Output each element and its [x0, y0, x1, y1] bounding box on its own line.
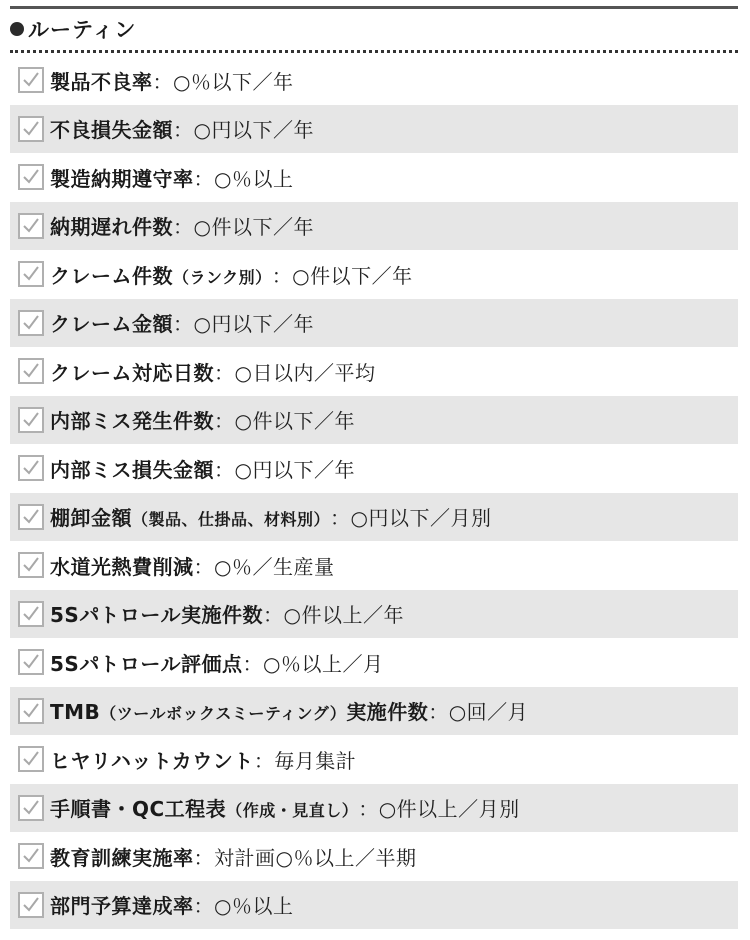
checklist-item [10, 735, 738, 784]
checkbox-check-icon[interactable] [18, 795, 44, 821]
item-target-value: ：○円以下／年 [214, 457, 355, 482]
checklist-item [10, 881, 738, 930]
item-label [50, 66, 153, 95]
item-target-value: ：○日以内／平均 [214, 360, 376, 385]
item-label [50, 357, 214, 386]
item-label-main: クレーム金額 [50, 312, 173, 337]
item-label [50, 793, 358, 822]
item-label [50, 551, 194, 580]
checklist-item [10, 153, 738, 202]
checklist-item [10, 347, 738, 396]
item-label-main: 手順書・QC工程表 [50, 797, 227, 822]
bullet-icon [10, 22, 24, 36]
item-target-value: ：○件以上／月別 [358, 797, 520, 822]
item-target-value: ：○％以上 [193, 894, 294, 919]
item-target-value: ：○円以下／月別 [330, 506, 492, 531]
item-target-value: ：○件以下／年 [173, 215, 314, 240]
item-label-main: 内部ミス発生件数 [50, 409, 214, 434]
checklist-item [10, 444, 738, 493]
checkbox-check-icon[interactable] [18, 698, 44, 724]
item-label [50, 454, 214, 483]
item-label-suffix: 実施件数 [346, 700, 429, 725]
checkbox-check-icon[interactable] [18, 601, 44, 627]
item-label-main: ヒヤリハットカウント [50, 748, 254, 773]
item-target-value: ：○％／生産量 [193, 554, 335, 579]
checkbox-check-icon[interactable] [18, 552, 44, 578]
checkbox-check-icon[interactable] [18, 843, 44, 869]
item-label-main: TMB [50, 700, 101, 725]
item-label-main: クレーム件数 [50, 263, 173, 288]
section-header [10, 14, 738, 44]
item-label-note: （作成・見直し） [226, 801, 359, 821]
checkbox-check-icon[interactable] [18, 358, 44, 384]
item-label-note: （製品、仕掛品、材料別） [132, 510, 331, 530]
item-target-value: ：○件以下／年 [271, 263, 413, 288]
checkbox-check-icon[interactable] [18, 67, 44, 93]
item-label-main: 納期遅れ件数 [50, 215, 173, 240]
section-title: ルーティン [28, 18, 137, 42]
item-target-value: ：○％以上／月 [242, 651, 384, 676]
checklist-item [10, 493, 738, 542]
checkbox-check-icon[interactable] [18, 310, 44, 336]
checklist-item [10, 396, 738, 445]
checklist-item [10, 202, 738, 251]
item-target-value: ：対計画○％以上／半期 [193, 845, 417, 870]
item-label [50, 211, 173, 240]
checklist-item [10, 56, 738, 105]
checklist-item [10, 541, 738, 590]
item-label-main: 棚卸金額 [50, 506, 132, 531]
item-label-note: （ランク別） [173, 267, 272, 287]
checkbox-check-icon[interactable] [18, 261, 44, 287]
checklist-item [10, 638, 738, 687]
item-label [50, 648, 243, 677]
checklist-item [10, 687, 738, 736]
item-label-main: 教育訓練実施率 [50, 845, 194, 870]
checkbox-check-icon[interactable] [18, 213, 44, 239]
item-label-main: 部門予算達成率 [50, 894, 194, 919]
checklist-item [10, 250, 738, 299]
checklist [10, 56, 738, 929]
item-label-main: クレーム対応日数 [50, 360, 214, 385]
item-label [50, 745, 254, 774]
item-label [50, 890, 194, 919]
checkbox-check-icon[interactable] [18, 455, 44, 481]
checkbox-check-icon[interactable] [18, 164, 44, 190]
item-label [50, 696, 428, 725]
item-target-value: ：○％以上 [193, 166, 294, 191]
item-label-main: 5Sパトロール実施件数 [50, 603, 264, 628]
item-target-value: ：○件以上／年 [263, 603, 404, 628]
checkbox-check-icon[interactable] [18, 407, 44, 433]
top-rule [10, 6, 738, 9]
item-target-value: ：○％以下／年 [152, 69, 294, 94]
item-label [50, 599, 263, 628]
item-label-main: 内部ミス損失金額 [50, 457, 214, 482]
dotted-divider [10, 50, 738, 53]
item-target-value: ：○円以下／年 [173, 312, 314, 337]
item-label-main: 製品不良率 [50, 69, 153, 94]
item-label [50, 114, 173, 143]
checkbox-check-icon[interactable] [18, 746, 44, 772]
item-label [50, 405, 214, 434]
item-target-value: ：○円以下／年 [173, 118, 314, 143]
checklist-item [10, 832, 738, 881]
item-label [50, 842, 194, 871]
checkbox-check-icon[interactable] [18, 116, 44, 142]
checkbox-check-icon[interactable] [18, 649, 44, 675]
item-target-value: ：毎月集計 [253, 748, 357, 773]
item-label-main: 水道光熱費削減 [50, 554, 194, 579]
checklist-item [10, 784, 738, 833]
item-label-main: 不良損失金額 [50, 118, 173, 143]
item-label-note: （ツールボックスミーティング） [100, 704, 347, 724]
item-target-value: ：○件以下／年 [214, 409, 355, 434]
item-label [50, 163, 194, 192]
checklist-item [10, 105, 738, 154]
checklist-item [10, 590, 738, 639]
checklist-item [10, 299, 738, 348]
item-target-value: ：○回／月 [428, 700, 529, 725]
item-label-main: 5Sパトロール評価点 [50, 651, 243, 676]
item-label [50, 502, 330, 531]
checkbox-check-icon[interactable] [18, 504, 44, 530]
item-label [50, 260, 272, 289]
item-label-main: 製造納期遵守率 [50, 166, 194, 191]
item-label [50, 308, 173, 337]
checkbox-check-icon[interactable] [18, 892, 44, 918]
